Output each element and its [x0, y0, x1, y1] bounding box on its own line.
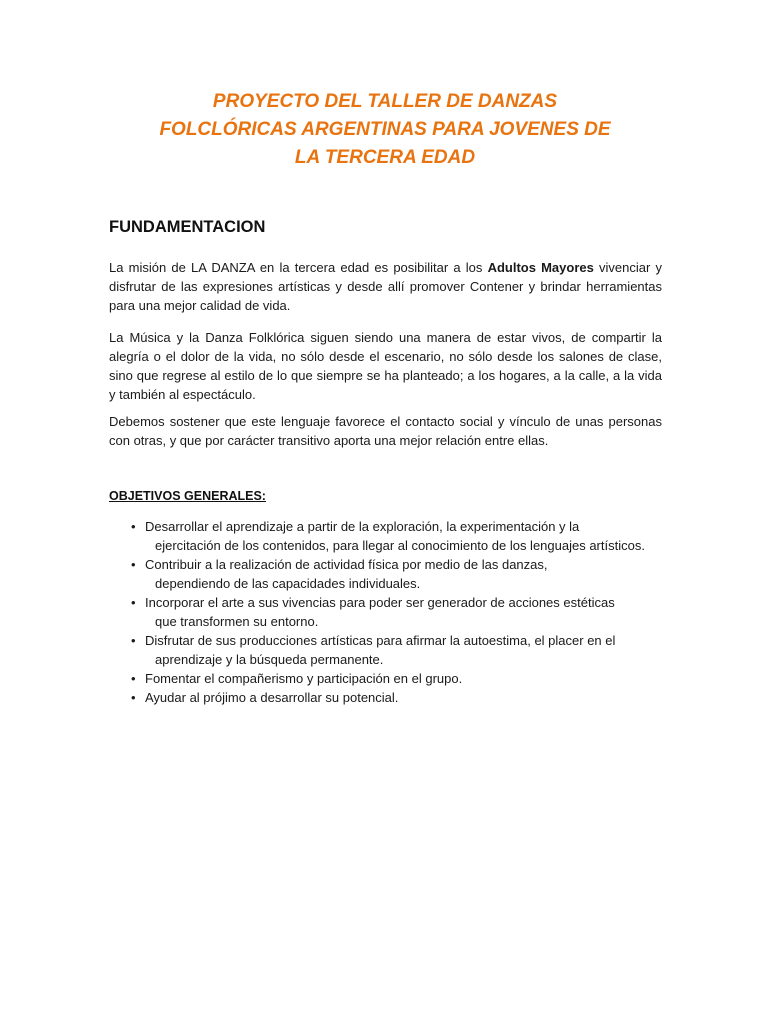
objective-line-1: Disfrutar de sus producciones artísticas para afirmar la autoestima, el placer en el [145, 633, 616, 648]
objective-line-1: Ayudar al prójimo a desarrollar su potencial. [145, 690, 399, 705]
objectives-heading: OBJETIVOS GENERALES: [109, 489, 266, 503]
objectives-list [131, 517, 662, 707]
objective-line-2: dependiendo de las capacidades individuales. [155, 576, 421, 591]
bullet-icon: • [131, 595, 136, 610]
bullet-icon: • [131, 690, 136, 705]
objective-line-1: Incorporar el arte a sus vivencias para poder ser generador de acciones estéticas [145, 595, 615, 610]
objective-item [131, 593, 662, 631]
paragraph-mission [109, 258, 662, 315]
objective-item [131, 517, 662, 555]
objective-item [131, 555, 662, 593]
paragraph-mission-end: vivenciar y disfrutar de las expresiones artísticas y desde allí promover Contener y brindar herramientas para una mejor calidad de vida. [109, 260, 662, 313]
objective-line-1: Desarrollar el aprendizaje a partir de la exploración, la experimentación y la [145, 519, 580, 534]
objective-line-2: que transformen su entorno. [155, 614, 319, 629]
paragraph-mission-start: La misión de LA DANZA en la tercera edad es posibilitar a los [109, 260, 488, 275]
document-title [100, 88, 670, 172]
objective-item [131, 688, 662, 707]
title-line-2: FOLCLÓRICAS ARGENTINAS PARA JOVENES DE [159, 119, 611, 140]
section-heading-fundamentacion: FUNDAMENTACION [109, 218, 266, 236]
objective-line-1: Fomentar el compañerismo y participación en el grupo. [145, 671, 463, 686]
bullet-icon: • [131, 557, 136, 572]
title-line-3: LA TERCERA EDAD [294, 147, 476, 168]
objective-line-1: Contribuir a la realización de actividad física por medio de las danzas, [145, 557, 548, 572]
objective-item [131, 631, 662, 669]
paragraph-music-dance: La Música y la Danza Folklórica siguen siendo una manera de estar vivos, de compartir la alegría o el dolor de la vida, no sólo desde el escenario, no sólo desde los salones de clase, sino que regrese al estilo de lo que siempre se ha planteado; a los hogares, a la calle, a la vida y también al espectáculo. [109, 330, 662, 402]
paragraph-mission-bold: Adultos Mayores [487, 260, 594, 275]
title-line-1: PROYECTO DEL TALLER DE DANZAS [212, 91, 558, 112]
bullet-icon: • [131, 519, 136, 534]
objective-line-2: ejercitación de los contenidos, para llegar al conocimiento de los lenguajes artísticos. [155, 538, 645, 553]
bullet-icon: • [131, 633, 136, 648]
objective-item [131, 669, 662, 688]
bullet-icon: • [131, 671, 136, 686]
paragraph-language: Debemos sostener que este lenguaje favorece el contacto social y vínculo de unas personas con otras, y que por carácter transitivo aporta una mejor relación entre ellas. [109, 414, 662, 448]
objective-line-2: aprendizaje y la búsqueda permanente. [155, 652, 384, 667]
